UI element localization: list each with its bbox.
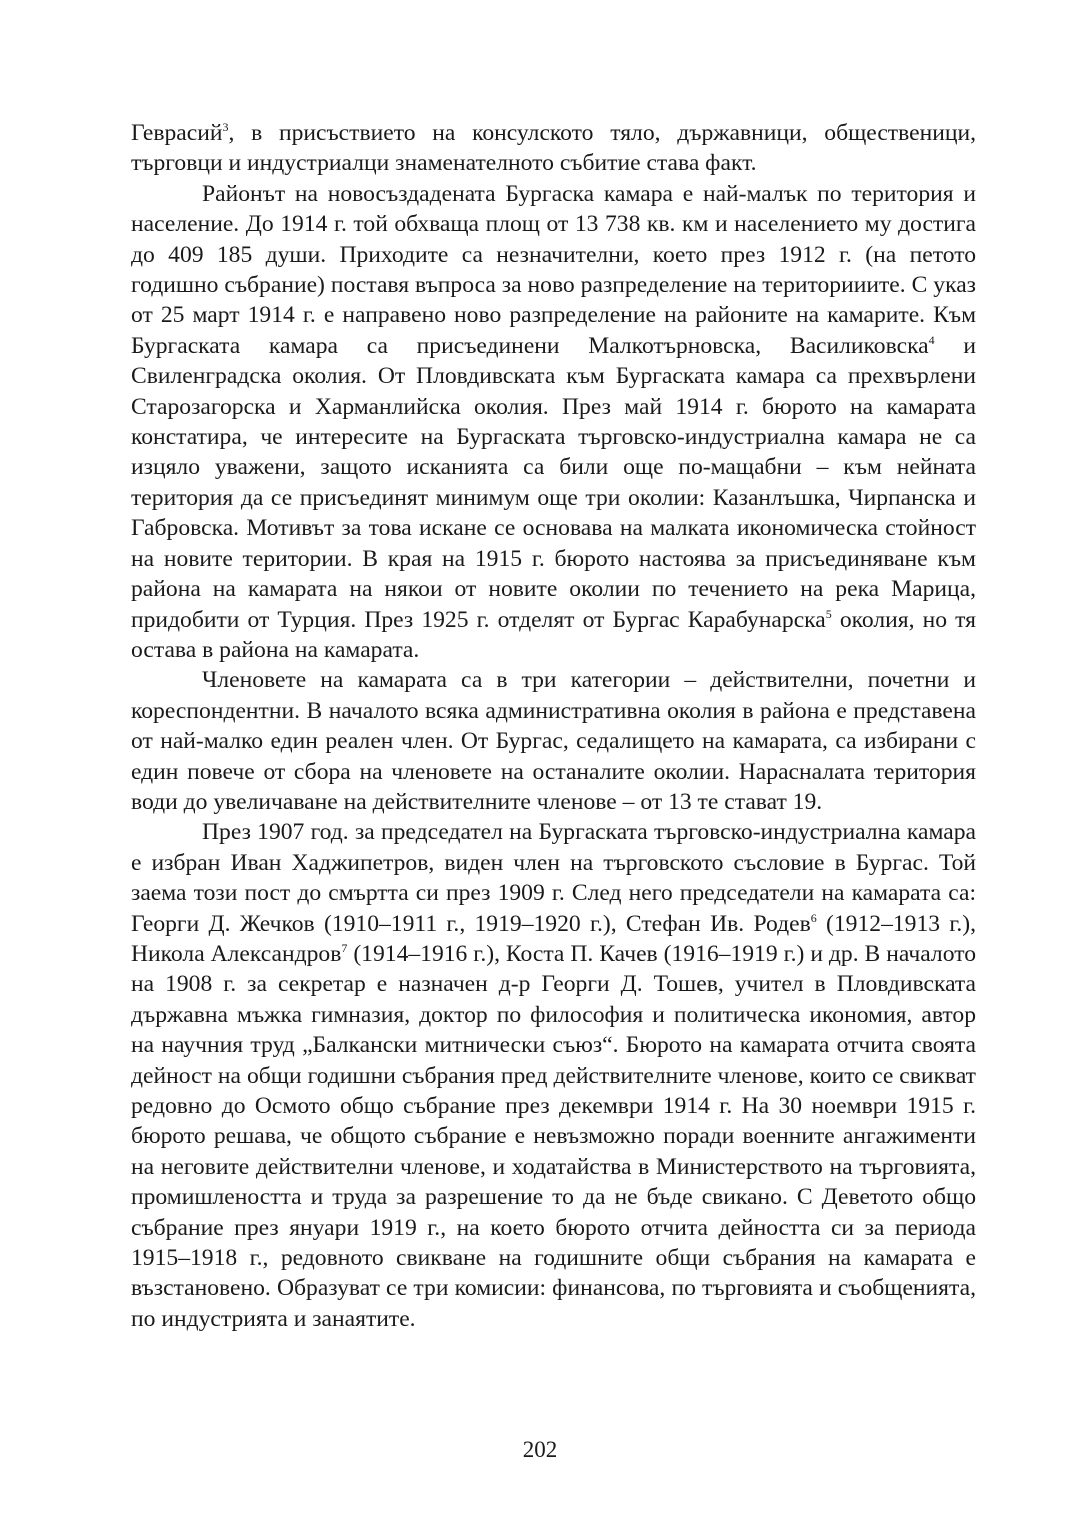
text-segment: и Свиленградска околия. От Пловдивската към Бургаската камара са прехвърлени Старозагорска и Харманлийска околия. През май 1914 г. бюрото на камарата констатира, че интересите на Бургаската търговско-индустриална камара не са изцяло уважени, защото исканията са били още по-мащабни – към нейната територия да се присъединят минимум още три околии: Казанлъшка, Чирпанска и Габровска. Мотивът за това искане се основава на малката икономическа стойност на новите територии. В края на 1915 г. бюрото настоява за присъединяване към района на камарата на някои от новите околии по течението на река Марица, придобити от Турция. През 1925 г. отделят от Бургас Карабунарска: [131, 332, 976, 633]
page-body: [131, 118, 976, 1334]
footnote-ref-3[interactable]: 3: [222, 120, 229, 134]
text-segment: (1912–1913 г.), Никола Александров: [131, 910, 977, 967]
text-segment: Членовете на камарата са в три категории – действителни, почетни и кореспондентни. В началото всяка административна околия в района е представена от най-малко един реален член. От Бургас, седалището на камарата, са избирани с един повече от сбора на членовете на останалите околии. Нарасналата територия води до увеличаване на действителните членове – от 13 те стават 19.: [131, 667, 976, 815]
paragraph-1: [131, 118, 976, 179]
footnote-ref-4[interactable]: 4: [928, 332, 935, 347]
paragraph-4: [131, 817, 976, 1334]
footnote-ref-5[interactable]: 5: [825, 606, 832, 621]
footnote-ref-7[interactable]: 7: [341, 940, 348, 955]
text-segment: (1914–1916 г.), Коста П. Качев (1916–1919 г.) и др. В началото на 1908 г. за секретар е назначен д-р Георги Д. Тошев, учител в Пловдивската държавна мъжка гимназия, доктор по философия и политическа икономия, автор на научния труд „Балкански митнически съюз“. Бюрото на камарата отчита своята дейност на общи годишни събрания пред действителните членове, които се свикват редовно до Осмото общо събрание през декември 1914 г. На 30 ноември 1915 г. бюрото решава, че общото събрание е невъзможно поради военните ангажименти на неговите действителни членове, и ходатайства в Министерството на търговията, промишлеността и труда за разрешение то да не бъде свикано. С Деветото общо събрание през януари 1919 г., на което бюрото отчита дейността си за периода 1915–1918 г., редовното свикване на годишните общи събрания на камарата е възстановено. Образуват се три комисии: финансова, по търговията и съобщенията, по индустрията и занаятите.: [131, 940, 976, 1332]
paragraph-2: [131, 179, 976, 666]
page-number: 202: [522, 1437, 558, 1462]
footnote-ref-6[interactable]: 6: [810, 910, 817, 925]
text-segment: , в присъствието на консулското тяло, държавници, общественици, търговци и индустриалци знаменателното събитие става факт.: [131, 120, 976, 177]
text-segment: Районът на новосъздадената Бургаска камара е най-малък по територия и население. До 1914 г. той обхваща площ от 13 738 кв. км и населението му достига до 409 185 души. Приходите са незначителни, което през 1912 г. (на петото годишно събрание) поставя въпроса за ново разпределение на територииите. С указ от 25 март 1914 г. е направено ново разпределение на районите на камарите. Към Бургаската камара са присъединени Малкотърновска, Василиковска: [131, 180, 976, 359]
text-segment: околия, но тя остава в района на камарата.: [131, 606, 976, 663]
text-segment: През 1907 год. за председател на Бургаската търговско-индустриална камара е избран Иван Хаджипетров, виден член на търговското съсловие в Бургас. Той заема този пост до смъртта си през 1909 г. След него председатели на камарата са: Георги Д. Жечков (1910–1911 г., 1919–1920 г.), Стефан Ив. Родев: [131, 819, 976, 937]
text-segment: Геврасий: [131, 120, 223, 146]
paragraph-3: [131, 665, 976, 817]
